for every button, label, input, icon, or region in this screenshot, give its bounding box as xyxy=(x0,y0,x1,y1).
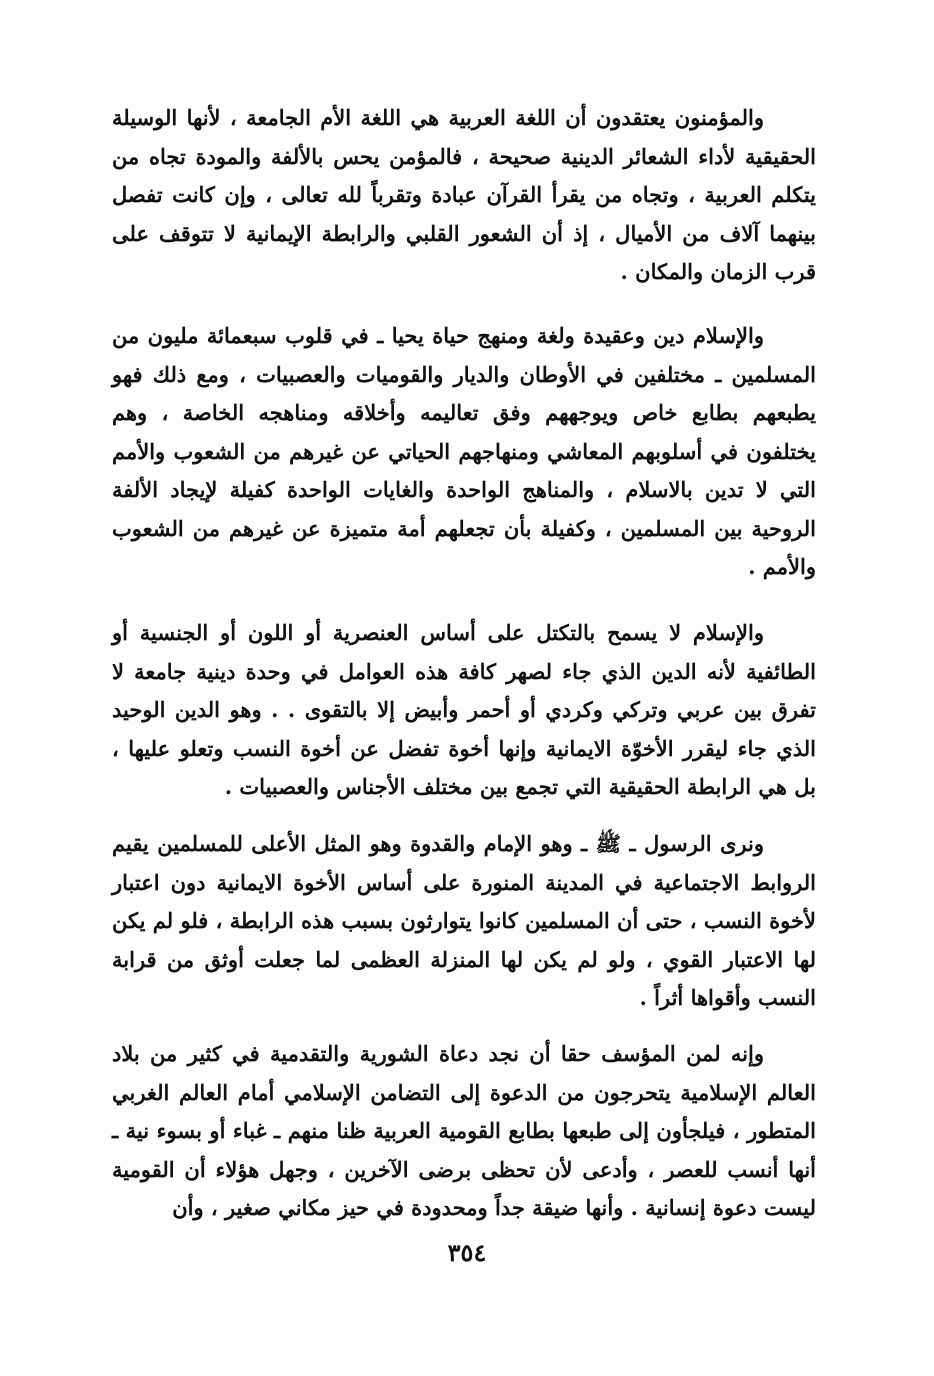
paragraph-5: وإنه لمن المؤسف حقا أن نجد دعاة الشورية والتقدمية في كثير من بلاد العالم الإسلامية يتحرجون من الدعوة إلى التضامن الإسلامي أمام العالم الغربي المتطور ، فيلجأون إلى طبعها بطابع القومية العربية ظنا منهم ـ غباء أو بسوء نية ـ أنها أنسب للعصر ، وأدعى لأن تحظى برضى الآخرين ، وجهل هؤلاء أن القومية ليست دعوة إنسانية . وأنها ضيقة جداً ومحدودة في حيز مكاني صغير ، وأن xyxy=(112,1041,816,1220)
paragraph-3: والإسلام لا يسمح بالتكتل على أساس العنصرية أو اللون أو الجنسية أو الطائفية لأنه الدين الذي جاء لصهر كافة هذه العوامل في وحدة دينية جامعة لا تفرق بين عربي وتركي وكردي أو أحمر وأبيض إلا بالتقوى . . وهو الدين الوحيد الذي جاء ليقرر الأخوّة الايمانية وإنها أخوة تفضل عن أخوة النسب وتعلو عليها ، بل هي الرابطة الحقيقية التي تجمع بين مختلف الأجناس والعصبيات . xyxy=(112,620,816,799)
paragraph-1: والمؤمنون يعتقدون أن اللغة العربية هي اللغة الأم الجامعة ، لأنها الوسيلة الحقيقية لأداء الشعائر الدينية صحيحة ، فالمؤمن يحس بالألفة والمودة تجاه من يتكلم العربية ، وتجاه من يقرأ القرآن عبادة وتقرباً لله تعالى ، وإن كانت تفصل بينهما آلاف من الأميال ، إذ أن الشعور القلبي والرابطة الإيمانية لا تتوقف على قرب الزمان والمكان . xyxy=(112,105,816,284)
paragraph-4: ونرى الرسول ـ ﷺ ـ وهو الإمام والقدوة وهو المثل الأعلى للمسلمين يقيم الروابط الاجتماعية في المدينة المنورة على أساس الأخوة الايمانية دون اعتبار لأخوة النسب ، حتى أن المسلمين كانوا يتوارثون بسبب هذه الرابطة ، فلو لم يكن لها الاعتبار القوي ، ولو لم يكن لها المنزلة العظمى لما جعلت أوثق من قرابة النسب وأقواها أثراً . xyxy=(112,831,816,1010)
page-number: ٣٥٤ xyxy=(447,1238,487,1267)
paragraph-2: والإسلام دين وعقيدة ولغة ومنهج حياة يحيا ـ في قلوب سبعمائة مليون من المسلمين ـ مختلفين في الأوطان والديار والقوميات والعصبيات ، ومع ذلك فهو يطبعهم بطابع خاص ويوجههم وفق تعاليمه وأخلاقه ومناهجه الخاصة ، وهم يختلفون في أسلوبهم المعاشي ومنهاجهم الحياتي عن غيرهم من الشعوب والأمم التي لا تدين بالاسلام ، والمناهج الواحدة والغايات الواحدة كفيلة لإيجاد الألفة الروحية بين المسلمين ، وكفيلة بأن تجعلهم أمة متميزة عن غيرهم من الشعوب والأمم . xyxy=(112,323,816,579)
